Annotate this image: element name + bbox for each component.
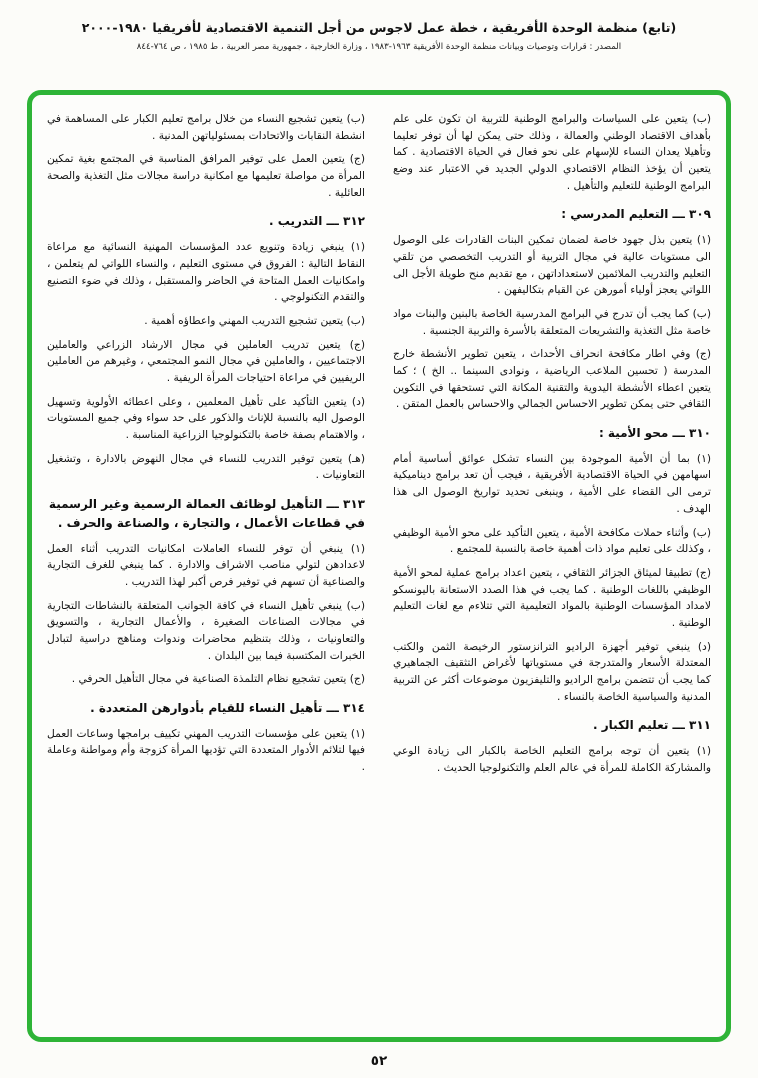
paragraph: (هـ) يتعين توفير التدريب للنساء في مجال النهوض بالادارة ، وتشغيل التعاونيات . [47, 451, 365, 482]
paragraph: (ب) يتعين تشجيع التدريب المهني واعطاؤه أهمية . [144, 313, 365, 327]
page-number: ٥٢ [370, 1053, 388, 1069]
content-border-box [27, 90, 731, 1042]
section-heading: ٣١٠ ـــ محو الأمية : [598, 426, 711, 441]
paragraph: (ج) يتعين تشجيع نظام التلمذة الصناعية في مجال التأهيل الحرفي . [71, 672, 365, 686]
text-columns [47, 111, 711, 1025]
paragraph: (١) يتعين بذل جهود خاصة لضمان تمكين البنات القادرات على الوصول الى مستويات عالية في مجال التربية أو التدريب التخصصي من تلقي التعليم والتدريب الملائمين لاستعداداتهن ، مع تقديم منح طويلة الأجل الى اللواتي يعجز أولياء أمورهن عن القيام بتكاليفهن . [393, 233, 711, 297]
paragraph: (ج) يتعين العمل على توفير المرافق المناسبة في المجتمع بغية تمكين المرأة من مواصلة تعليمها مع امكانية دراسة مجالات مثل التغذية والصحة العائلية . [47, 152, 365, 199]
paragraph: (ب) وأثناء حملات مكافحة الأمية ، يتعين التأكيد على محو الأمية الوظيفي ، وكذلك على تعليم مواد ذات أهمية خاصة بالنسبة للمجتمع . [393, 525, 711, 556]
paragraph: (١) بما أن الأمية الموجودة بين النساء تشكل عوائق أساسية أمام اسهامهن في الحياة الاقتصادية الأفريقية ، فيجب أن تعد برامج ديناميكية ترمى الى القضاء على الأمية ، وينبغى تحديد تواريخ الوصول الى هذا الهدف . [393, 451, 711, 515]
document-header [0, 0, 758, 52]
paragraph: (١) ينبغي زيادة وتنويع عدد المؤسسات المهنية النسائية مع مراعاة النقاط التالية : الفروق في مستوى التعليم ، والنساء اللواتي لم يتعلمن ، وامكانيات العمل المتاحة في الحاضر والمستقبل ، وذلك في ضوء التصنيع والتقدم التكنولوجي . [47, 240, 365, 304]
paragraph: (د) ينبغي توفير أجهزة الراديو الترانزستور الرخيصة الثمن والكتب المعتدلة الأسعار والمتدرجة في مستوياتها لأغراض التثقيف الجماهيري كما يجب أن تتضمن برامج الراديو والتليفزيون موضوعات أكثر عن التربية المدنية والسياسية الخاصة بالنساء . [393, 639, 711, 703]
paragraph: (ب) يتعين تشجيع النساء من خلال برامج تعليم الكبار على المساهمة في انشطة النقابات والاتحادات بمسئولياتهن المدنية . [47, 112, 365, 142]
paragraph: (ب) يتعين على السياسات والبرامج الوطنية للتربية ان تكون على علم بأهداف الاقتصاد الوطني والعمالة ، وذلك حتى يمكن لها أن توفر تعليما وتأهيلا يعدان النساء للإسهام على نحو فعال في الحياة الاقتصادية . كما يتعين أن يؤخذ النظام الاقتصادي الدولي الجديد في الاعتبار عند وضع البرامج الوطنية للتعليم والتأهيل . [393, 112, 711, 192]
paragraph: (١) يتعين أن توجه برامج التعليم الخاصة بالكبار الى زيادة الوعي والمشاركة الكاملة للمرأة في عالم العلم والتكنولوجيا الحديث . [393, 744, 711, 774]
paragraph: (ج) وفي اطار مكافحة انحراف الأحداث ، يتعين تطوير الأنشطة خارج المدرسة ( تحسين الملاعب الرياضية ، ونوادى السينما .. الخ ) ؛ كما يتعين اعطاء الأنشطة اليدوية والتقنية المكانة التي تستحقها في التكوين الثقافي حتى يمكن تطوير الاحساس الجمالي والاحساس بالعمل المتقن . [393, 347, 711, 411]
paragraph: (١) يتعين على مؤسسات التدريب المهني تكييف برامجها وساعات العمل فيها لتلائم الأدوار المتعددة التي تؤديها المرأة كزوجة وأم ومواطنة وعاملة . [47, 726, 365, 774]
paragraph: (ج) يتعين تدريب العاملين في مجال الارشاد الزراعي والعاملين الاجتماعيين ، والعاملين في مجال النمو المجتمعي ، وغيرهم من العاملين الريفيين في مراعاة احتياجات المرأة الريفية . [47, 337, 365, 384]
paragraph: (د) يتعين التأكيد على تأهيل المعلمين ، وعلى اعطائه الأولوية وتسهيل الوصول اليه بالنسبة للإناث والذكور على حد سواء وفي جميع المستويات ، والاهتمام بصفة خاصة بالتكنولوجيا الزراعية المناسبة . [47, 394, 365, 442]
paragraph: (١) ينبغي أن توفر للنساء العاملات امكانيات التدريب أثناء العمل لاعدادهن لتولي مناصب الاشراف والادارة . كما ينبغي للغرف التجارية والصناعية أن تسهم في توفير فرص أكبر لهذا التدريب . [47, 541, 365, 588]
section-heading: ٣١١ ـــ تعليم الكبار . [593, 718, 711, 733]
column-right [393, 111, 711, 1025]
document-source-line: المصدر : قرارات وتوصيات وبيانات منظمة الوحدة الأفريقية ١٩٦٣-١٩٨٣ ، وزارة الخارجية ، جمهورية مصر العربية ، ط ١٩٨٥ ، ص ٧٦٤-٨٤٤ [136, 42, 622, 52]
section-heading: ٣١٢ ـــ التدريب . [269, 214, 365, 229]
column-left [47, 111, 365, 1025]
section-heading: ٣١٤ ـــ تأهيل النساء للقيام بأدوارهن المتعددة . [90, 701, 365, 716]
section-heading: ٣٠٩ ـــ التعليم المدرسي : [561, 207, 711, 222]
paragraph: (ج) تطبيقا لميثاق الجزائر الثقافي ، يتعين اعداد برامج عملية لمحو الأمية الوظيفي باللغات الوطنية . كما يجب في هذا الصدد الاستعانة باليونسكو لامداد المؤسسات الوطنية بالمواد التعليمية التي تتلاءم مع لغات التعليم الوطنية . [393, 565, 711, 629]
document-title: (تابع) منظمة الوحدة الأفريقية ، خطة عمل لاجوس من أجل التنمية الاقتصادية لأفريقيا ١٩٨٠-٢٠٠٠ [81, 20, 677, 35]
paragraph: (ب) كما يجب أن تدرج في البرامج المدرسية الخاصة بالبنين والبنات مواد خاصة مثل التغذية والتشريعات المتعلقة بالأسرة والتربية الجنسية . [393, 306, 711, 337]
section-heading: ٣١٣ ـــ التأهيل لوظائف العمالة الرسمية وغير الرسمية في قطاعات الأعمال ، والتجارة ، والصناعة والحرف . [48, 497, 365, 530]
paragraph: (ب) ينبغي تأهيل النساء في كافة الجوانب المتعلقة بالنشاطات التجارية في مجالات الصناعات الصغيرة ، والأعمال التجارية ، والتسويق والتعاونيات ، وذلك بتنظيم محاضرات وندوات ومناهج دراسية لتبادل الخبرات المكتسبة فيما بين البلدان . [47, 598, 365, 662]
